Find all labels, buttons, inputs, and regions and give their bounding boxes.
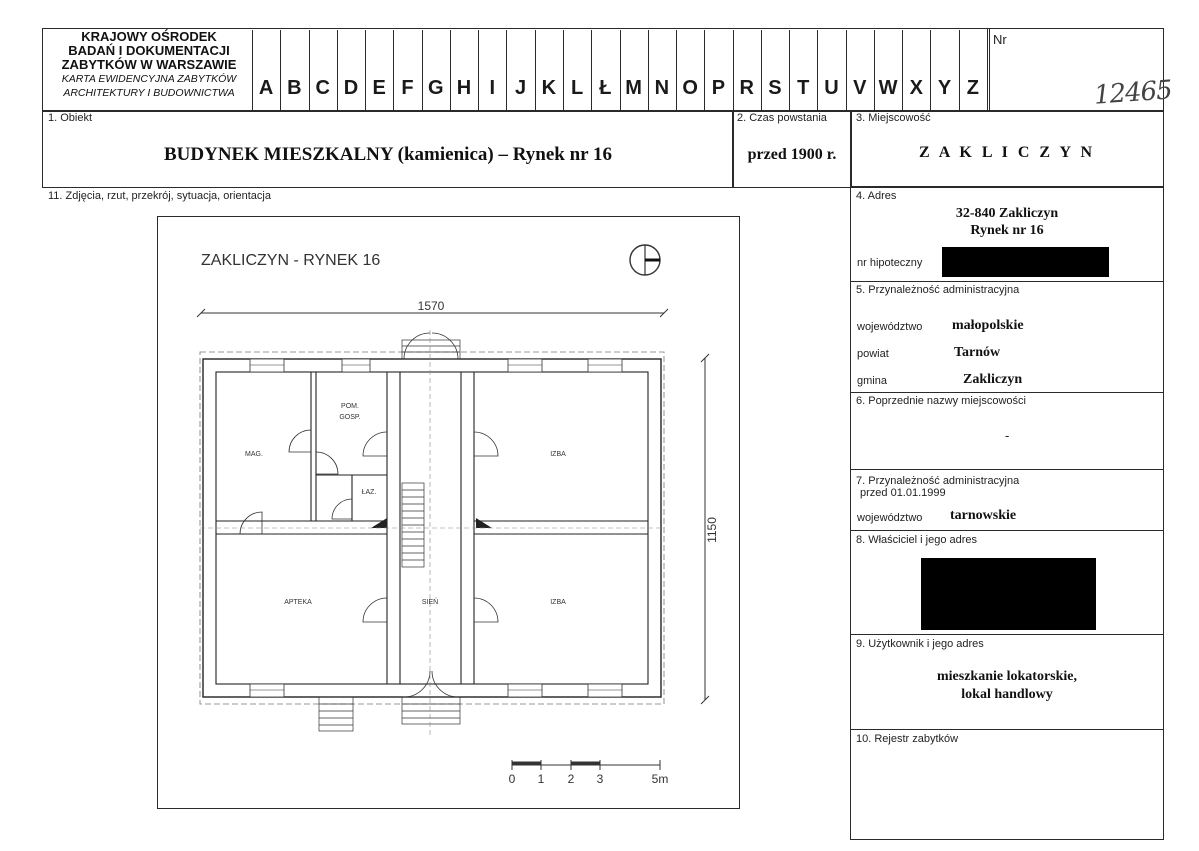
- room-pom: POM.: [341, 403, 359, 410]
- number-label: Nr: [993, 32, 1007, 47]
- alphabet-letter-e: E: [372, 77, 386, 99]
- alphabet-letter-v: V: [853, 77, 867, 99]
- height-dimension: 1150: [705, 517, 719, 543]
- object-value: BUDYNEK MIESZKALNY (kamienica) – Rynek nr 16: [164, 144, 612, 165]
- divider: [850, 634, 1164, 635]
- locality-label: 3. Miejscowość: [856, 112, 931, 124]
- former-names-value: -: [1005, 428, 1010, 443]
- room-gosp: GOSP.: [339, 414, 361, 421]
- user-label: 9. Użytkownik i jego adres: [856, 638, 984, 650]
- admin-label: 5. Przynależność administracyjna: [856, 284, 1020, 296]
- alphabet-letter-x: X: [909, 77, 923, 99]
- scale-0: 0: [508, 772, 516, 786]
- divider: [850, 281, 1164, 282]
- alphabet-letter-t: T: [797, 77, 810, 99]
- admin-old-voivodeship-label: województwo: [857, 512, 923, 524]
- alphabet-letter-k: K: [541, 77, 557, 99]
- county-label: powiat: [857, 348, 889, 360]
- scale-3: 3: [596, 772, 604, 786]
- room-izba-bottom: IZBA: [550, 599, 566, 606]
- room-sien: SIEŃ: [421, 599, 439, 606]
- room-laz: ŁAZ.: [361, 489, 377, 496]
- north-arrow-icon: [630, 245, 660, 275]
- alphabet-letter-d: D: [343, 77, 359, 99]
- voivodeship-label: województwo: [857, 321, 923, 333]
- admin-old-voivodeship-value: tarnowskie: [950, 508, 1017, 523]
- alphabet-letter-s: S: [768, 77, 782, 99]
- scale-2: 2: [567, 772, 575, 786]
- alphabet-letter-a: A: [258, 77, 274, 99]
- width-dimension: 1570: [417, 299, 445, 313]
- alphabet-letter-m: M: [625, 77, 642, 99]
- commune-label: gmina: [857, 375, 887, 387]
- address-label: 4. Adres: [856, 190, 897, 202]
- alphabet-letter-y: Y: [937, 77, 952, 99]
- register-label: 10. Rejestr zabytków: [856, 733, 959, 745]
- admin-old-label1: 7. Przynależność administracyjna: [856, 475, 1020, 487]
- institution-line3: ZABYTKÓW W WARSZAWIE: [61, 57, 237, 72]
- alphabet-letter-i: I: [489, 77, 496, 99]
- alphabet-letter-j: J: [514, 77, 527, 99]
- former-names-label: 6. Poprzednie nazwy miejscowości: [856, 395, 1026, 407]
- scale-5m: 5m: [651, 772, 669, 786]
- plan-title: ZAKLICZYN - RYNEK 16: [201, 252, 381, 269]
- redaction-mortgage: [942, 247, 1109, 277]
- user-line2: lokal handlowy: [961, 687, 1053, 702]
- institution-line5: ARCHITEKTURY I BUDOWNICTWA: [63, 87, 235, 99]
- alphabet-letter-r: R: [739, 77, 754, 99]
- admin-old-label2: przed 01.01.1999: [860, 487, 946, 499]
- institution-line2: BADAŃ I DOKUMENTACJI: [68, 43, 230, 58]
- locality-value: Z A K L I C Z Y N: [918, 144, 1096, 161]
- divider: [850, 530, 1164, 531]
- owner-label: 8. Właściciel i jego adres: [856, 534, 978, 546]
- scale-1: 1: [537, 772, 545, 786]
- room-mag: MAG.: [245, 451, 263, 458]
- number-value: 12465: [1093, 75, 1173, 111]
- alphabet-letter-c: C: [315, 77, 330, 99]
- alphabet-letter-n: N: [654, 77, 670, 99]
- divider: [850, 469, 1164, 470]
- alphabet-letter-z: Z: [966, 77, 979, 99]
- address-line2: Rynek nr 16: [970, 223, 1044, 238]
- commune-value: Zakliczyn: [963, 372, 1023, 387]
- alphabet-letter-w: W: [878, 77, 898, 99]
- address-line1: 32-840 Zakliczyn: [955, 206, 1059, 221]
- floor-plan: [157, 216, 740, 809]
- user-line1: mieszkanie lokatorskie,: [937, 669, 1077, 684]
- mortgage-label: nr hipoteczny: [857, 257, 923, 269]
- institution-block: [44, 30, 254, 100]
- alphabet-letter-ł: Ł: [599, 77, 612, 99]
- alphabet-letter-g: G: [427, 77, 444, 99]
- alphabet-letter-u: U: [824, 77, 839, 99]
- institution-line1: KRAJOWY OŚRODEK: [81, 29, 217, 44]
- divider: [850, 729, 1164, 730]
- alphabet-letter-h: H: [456, 77, 472, 99]
- creation-label: 2. Czas powstania: [737, 112, 827, 124]
- institution-line4: KARTA EWIDENCYJNA ZABYTKÓW: [61, 73, 237, 85]
- room-apteka: APTEKA: [284, 599, 312, 606]
- room-izba-top: IZBA: [550, 451, 566, 458]
- alphabet-letter-o: O: [682, 77, 698, 99]
- county-value: Tarnów: [954, 345, 1001, 360]
- alphabet-letter-b: B: [287, 77, 302, 99]
- object-label: 1. Obiekt: [48, 112, 93, 124]
- scale-bar: [512, 760, 660, 770]
- photos-label: 11. Zdjęcia, rzut, przekrój, sytuacja, orientacja: [48, 190, 271, 202]
- redaction-owner: [921, 558, 1096, 630]
- voivodeship-value: małopolskie: [952, 318, 1024, 333]
- divider: [850, 392, 1164, 393]
- alphabet-letter-l: L: [570, 77, 584, 99]
- alphabet-letter-p: P: [711, 77, 726, 99]
- creation-value: przed 1900 r.: [747, 146, 837, 163]
- alphabet-letter-f: F: [401, 77, 414, 99]
